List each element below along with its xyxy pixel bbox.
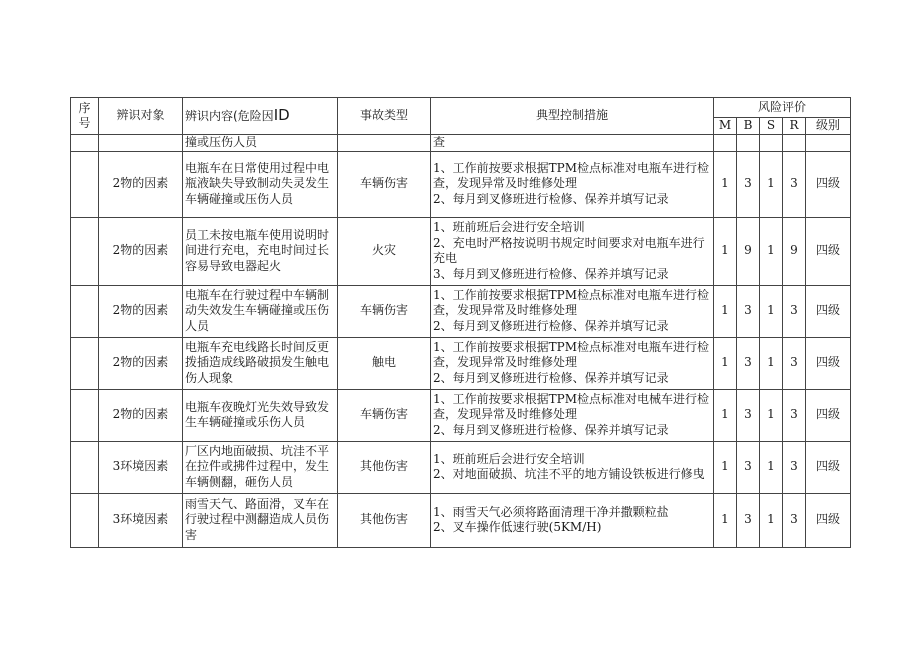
cell-control — [431, 337, 714, 389]
cell-b: 3 — [737, 285, 760, 337]
cell-content: 雨雪天气、路面滑，叉车在行驶过程中测翻造成人员伤害 — [183, 493, 338, 547]
cell-content: 电瓶车充电线路长时间反更拨插造成线路破损发生触电伤人现象 — [183, 337, 338, 389]
cell-type: 车辆伤害 — [338, 151, 431, 217]
header-s: S — [760, 118, 783, 135]
control-line: 1、工作前按要求根据TPM检点标准对电瓶车进行检查，发现异常及时维修处理 — [433, 339, 710, 370]
cell-level: 四级 — [806, 337, 851, 389]
header-content-text: 辨识内容(危险因 — [185, 108, 274, 123]
table-row — [71, 441, 851, 493]
cell-content: 员工未按电瓶车使用说明时间进行充电，充电时间过长容易导致电器起火 — [183, 217, 338, 285]
cell-control — [431, 493, 714, 547]
risk-assessment-table — [70, 97, 851, 548]
cell-type: 火灾 — [338, 217, 431, 285]
cell-r: 3 — [783, 493, 806, 547]
cell-level: 四级 — [806, 389, 851, 441]
cell-level — [806, 135, 851, 152]
table-row — [71, 151, 851, 217]
header-content — [183, 98, 338, 135]
header-accident-type: 事故类型 — [338, 98, 431, 135]
control-line: 3、每月到叉修班进行检修、保养并填写记录 — [433, 266, 669, 281]
cell-level: 四级 — [806, 217, 851, 285]
cell-r: 3 — [783, 285, 806, 337]
header-b: B — [737, 118, 760, 135]
cell-type: 其他伤害 — [338, 493, 431, 547]
cell-seq — [71, 135, 99, 152]
cell-content: 电瓶车在日常使用过程中电瓶液缺失导致制动失灵发生车辆碰撞或压伤人员 — [183, 151, 338, 217]
cell-b — [737, 135, 760, 152]
control-line: 1、工作前按要求根据TPM检点标准对电瓶车进行检查，发现异常及时维修处理 — [433, 160, 710, 191]
header-content-tail: ID — [273, 105, 290, 124]
cell-b: 3 — [737, 151, 760, 217]
table-row — [71, 389, 851, 441]
cell-r: 3 — [783, 389, 806, 441]
header-m: M — [714, 118, 737, 135]
cell-seq — [71, 337, 99, 389]
table-row — [71, 285, 851, 337]
cell-seq — [71, 389, 99, 441]
cell-object: 2物的因素 — [99, 285, 183, 337]
cell-type: 触电 — [338, 337, 431, 389]
cell-r: 3 — [783, 441, 806, 493]
cell-m: 1 — [714, 493, 737, 547]
cell-seq — [71, 441, 99, 493]
cell-b: 3 — [737, 389, 760, 441]
header-row-1 — [71, 98, 851, 118]
control-line: 1、雨雪天气必须将路面清理干净并撒颗粒盐 — [433, 504, 669, 519]
header-seq: 序号 — [71, 98, 99, 135]
cell-m: 1 — [714, 217, 737, 285]
cell-control — [431, 389, 714, 441]
control-line: 1、工作前按要求根据TPM检点标准对电械车进行检查，发现异常及时维修处理 — [433, 391, 710, 422]
header-object: 辨识对象 — [99, 98, 183, 135]
cell-type: 车辆伤害 — [338, 285, 431, 337]
cell-type: 车辆伤害 — [338, 389, 431, 441]
cell-control — [431, 441, 714, 493]
cell-s: 1 — [760, 151, 783, 217]
cell-s: 1 — [760, 285, 783, 337]
cell-type: 其他伤害 — [338, 441, 431, 493]
header-control: 典型控制措施 — [431, 98, 714, 135]
cell-object: 2物的因素 — [99, 217, 183, 285]
cell-type — [338, 135, 431, 152]
cell-control — [431, 285, 714, 337]
cell-m: 1 — [714, 389, 737, 441]
header-level: 级别 — [806, 118, 851, 135]
cell-s: 1 — [760, 337, 783, 389]
cell-level: 四级 — [806, 441, 851, 493]
cell-m: 1 — [714, 441, 737, 493]
cell-object: 2物的因素 — [99, 151, 183, 217]
cell-m: 1 — [714, 285, 737, 337]
cell-level: 四级 — [806, 285, 851, 337]
table-row — [71, 337, 851, 389]
cell-object — [99, 135, 183, 152]
control-line: 2、叉车操作低速行驶(5KM/H) — [433, 520, 602, 534]
cell-object: 2物的因素 — [99, 389, 183, 441]
cell-content: 电瓶车夜晚灯光失效导致发生车辆碰撞或乐伤人员 — [183, 389, 338, 441]
cell-content: 厂区内地面破损、坑洼不平在拉件或拂件过程中，发生车辆侧翻，砸伤人员 — [183, 441, 338, 493]
cell-level: 四级 — [806, 151, 851, 217]
cell-b: 9 — [737, 217, 760, 285]
control-line: 2、对地面破损、坑洼不平的地方铺设铁板进行修曳 — [433, 467, 705, 481]
control-line: 2、每月到叉修班进行检修、保养并填写记录 — [433, 370, 669, 385]
header-r: R — [783, 118, 806, 135]
cell-m: 1 — [714, 337, 737, 389]
control-line: 2、充电时严格按说明书规定时间要求对电瓶车进行充电 — [433, 235, 705, 265]
cell-level: 四级 — [806, 493, 851, 547]
cell-content: 电瓶车在行驶过程中车辆制动失效发生车辆碰撞或压伤人员 — [183, 285, 338, 337]
table-row — [71, 217, 851, 285]
cell-b: 3 — [737, 441, 760, 493]
cell-r: 3 — [783, 151, 806, 217]
control-line: 1、工作前按要求根据TPM检点标准对电瓶车进行检查，发现异常及时维修处理 — [433, 287, 710, 318]
cell-m — [714, 135, 737, 152]
cell-control — [431, 217, 714, 285]
control-line: 2、每月到叉修班进行检修、保养并填写记录 — [433, 191, 669, 206]
table-row — [71, 493, 851, 547]
control-line: 2、每月到叉修班进行检修、保养并填写记录 — [433, 422, 669, 437]
cell-object: 2物的因素 — [99, 337, 183, 389]
control-line: 1、班前班后会进行安全培训 — [433, 220, 585, 234]
cell-seq — [71, 151, 99, 217]
cell-s — [760, 135, 783, 152]
control-line: 2、每月到叉修班进行检修、保养并填写记录 — [433, 318, 669, 333]
cell-seq — [71, 493, 99, 547]
cell-b: 3 — [737, 493, 760, 547]
cell-seq — [71, 285, 99, 337]
cell-r: 9 — [783, 217, 806, 285]
cell-r: 3 — [783, 337, 806, 389]
cell-s: 1 — [760, 493, 783, 547]
cell-r — [783, 135, 806, 152]
control-line: 1、班前班后会进行安全培训 — [433, 451, 585, 466]
cell-seq — [71, 217, 99, 285]
cell-content: 撞或压伤人员 — [183, 135, 338, 152]
cell-control: 查 — [431, 135, 714, 152]
cell-s: 1 — [760, 389, 783, 441]
cell-m: 1 — [714, 151, 737, 217]
cell-control — [431, 151, 714, 217]
cell-s: 1 — [760, 441, 783, 493]
continuation-row — [71, 135, 851, 152]
cell-s: 1 — [760, 217, 783, 285]
cell-object: 3环境因素 — [99, 441, 183, 493]
cell-object: 3环境因素 — [99, 493, 183, 547]
header-risk-eval: 风险评价 — [714, 98, 851, 118]
cell-b: 3 — [737, 337, 760, 389]
